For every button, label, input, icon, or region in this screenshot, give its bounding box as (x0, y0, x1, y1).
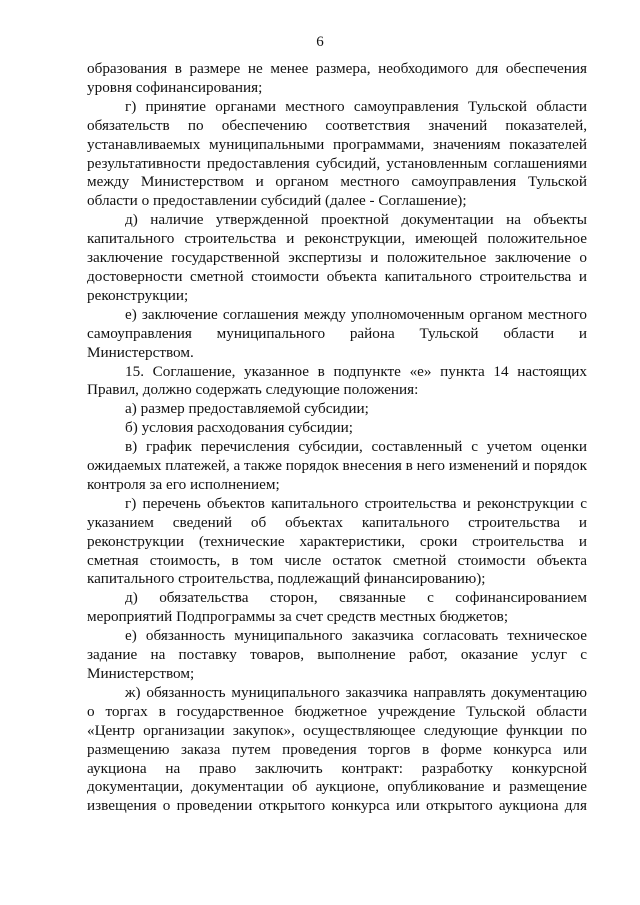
paragraph-item-e-duty: е) обязанность муниципального заказчика согласовать техническое задание на поставку товаров, выполнение работ, оказание услуг с Министерством; (87, 627, 587, 682)
paragraph-item-g: г) принятие органами местного самоуправления Тульской области обязательств по обеспечению соответствия значений показателей, устанавливаемых муниципальными программами, значениям показателей результативности предоставления субсидий, установленным соглашениями между Министерством и органом местного самоуправления Тульской области о предоставлении субсидий (далее - Соглашение); (87, 97, 587, 210)
document-body (87, 60, 587, 816)
paragraph-item-d: д) наличие утвержденной проектной документации на объекты капитального строительства и реконструкции, имеющей положительное заключение государственной экспертизы и положительное заключение о достоверности сметной стоимости объекта капитального строительства и реконструкции; (87, 211, 587, 304)
paragraph-item-e: е) заключение соглашения между уполномоченным органом местного самоуправления муниципального района Тульской области и Министерством. (87, 305, 587, 361)
paragraph-section-15: 15. Соглашение, указанное в подпункте «е» пункта 14 настоящих Правил, должно содержать следующие положения: (87, 362, 587, 399)
paragraph-item-v: в) график перечисления субсидии, составленный с учетом оценки ожидаемых платежей, а также порядок внесения в него изменений и порядок контроля за его исполнением; (87, 438, 587, 493)
page-number: 6 (316, 34, 324, 50)
paragraph-item-g-list: г) перечень объектов капитального строительства и реконструкции с указанием сведений об объектах капитального строительства и реконструкции (технические характеристики, сроки строительства и сметная стоимость, в том числе остаток сметной стоимости объекта капитального строительства, подлежащий финансированию); (87, 494, 587, 588)
paragraph-item-zh: ж) обязанность муниципального заказчика направлять документацию о торгах в государственное бюджетное учреждение Тульской области «Центр организации закупок», осуществляющее следующие функции по размещению заказа путем проведения торгов в форме конкурса или аукциона на право заключить контракт: разработку конкурсной документации, документации об аукционе, опубликование и размещение извещения о проведении открытого конкурса или открытого аукциона для (87, 683, 587, 815)
paragraph-item-a: а) размер предоставляемой субсидии; (125, 400, 369, 418)
paragraph-continuation: образования в размере не менее размера, необходимого для обеспечения уровня софинансирования; (87, 60, 587, 96)
paragraph-item-b: б) условия расходования субсидии; (125, 419, 354, 437)
paragraph-item-d-obligations: д) обязательства сторон, связанные с софинансированием мероприятий Подпрограммы за счет средств местных бюджетов; (87, 589, 587, 626)
